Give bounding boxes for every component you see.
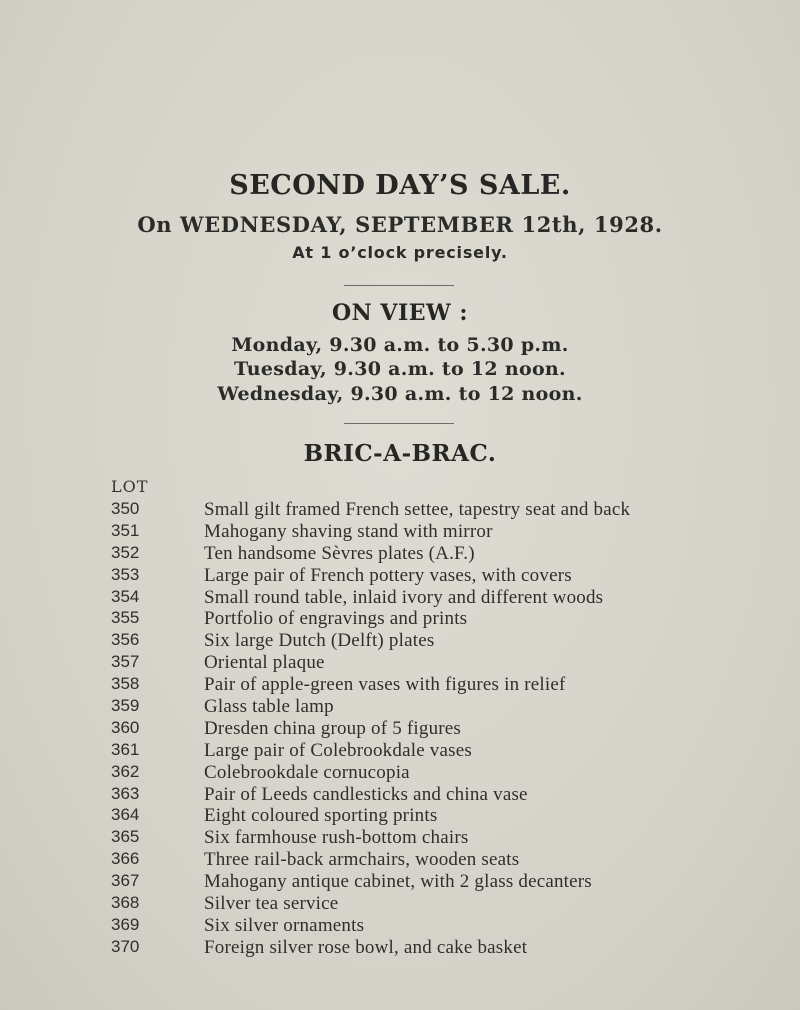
on-view-line: Wednesday, 9.30 a.m. to 12 noon. bbox=[217, 383, 583, 405]
lot-description: Eight coloured sporting prints bbox=[204, 805, 438, 827]
lot-description: Silver tea service bbox=[204, 893, 339, 915]
lot-row bbox=[0, 521, 800, 543]
lot-number: 364 bbox=[111, 805, 140, 825]
lot-row bbox=[0, 587, 800, 609]
lot-row bbox=[0, 718, 800, 740]
lot-number: 353 bbox=[111, 564, 140, 584]
lot-description: Glass table lamp bbox=[204, 696, 334, 718]
lot-description: Six large Dutch (Delft) plates bbox=[204, 630, 435, 652]
lot-description: Mahogany antique cabinet, with 2 glass decanters bbox=[204, 871, 592, 893]
lot-number: 370 bbox=[111, 936, 140, 956]
lot-row bbox=[0, 805, 800, 827]
divider-rule bbox=[344, 285, 454, 286]
lot-description: Six silver ornaments bbox=[204, 914, 365, 936]
sale-time: At 1 o’clock precisely. bbox=[292, 243, 508, 262]
lot-row bbox=[0, 915, 800, 937]
lot-number: 359 bbox=[111, 696, 140, 716]
lot-number: 358 bbox=[111, 674, 140, 694]
lot-number: 350 bbox=[111, 499, 140, 518]
lot-number: 369 bbox=[111, 914, 140, 934]
lot-description: Pair of Leeds candlesticks and china vase bbox=[204, 783, 528, 805]
lot-number: 366 bbox=[111, 849, 140, 869]
lot-number: 367 bbox=[111, 871, 140, 891]
lot-description: Six farmhouse rush-bottom chairs bbox=[204, 827, 469, 849]
lot-description: Oriental plaque bbox=[204, 652, 325, 674]
lot-description: Mahogany shaving stand with mirror bbox=[204, 520, 493, 542]
lot-number: 351 bbox=[111, 520, 140, 540]
lot-description: Pair of apple-green vases with figures in relief bbox=[204, 674, 566, 696]
lot-number: 360 bbox=[111, 717, 140, 737]
lot-description: Dresden china group of 5 figures bbox=[204, 717, 462, 739]
lot-row bbox=[0, 608, 800, 630]
lot-column-header: LOT bbox=[111, 477, 149, 496]
lot-row bbox=[0, 827, 800, 849]
lot-number: 365 bbox=[111, 827, 140, 847]
lot-row bbox=[0, 499, 800, 521]
lot-number: 363 bbox=[111, 783, 140, 803]
lot-description: Large pair of French pottery vases, with covers bbox=[204, 564, 572, 586]
lot-row bbox=[0, 696, 800, 718]
lot-row bbox=[0, 740, 800, 762]
lot-number: 356 bbox=[111, 630, 140, 650]
divider-rule bbox=[344, 423, 454, 424]
lot-row bbox=[0, 630, 800, 652]
on-view-line: Tuesday, 9.30 a.m. to 12 noon. bbox=[234, 358, 566, 380]
lot-description: Portfolio of engravings and prints bbox=[204, 608, 468, 630]
section-title: BRIC-A-BRAC. bbox=[303, 440, 497, 467]
lot-number: 354 bbox=[111, 586, 140, 606]
lot-row bbox=[0, 543, 800, 565]
sale-title: SECOND DAY’S SALE. bbox=[229, 170, 571, 201]
lot-number: 362 bbox=[111, 761, 140, 781]
lot-number: 355 bbox=[111, 608, 140, 628]
lot-row bbox=[0, 893, 800, 915]
lot-row bbox=[0, 674, 800, 696]
lot-description: Small round table, inlaid ivory and different woods bbox=[204, 586, 604, 608]
lot-row bbox=[0, 652, 800, 674]
lot-row bbox=[0, 937, 800, 959]
lot-number: 361 bbox=[111, 739, 140, 759]
on-view-heading: ON VIEW : bbox=[331, 300, 469, 326]
on-view-line: Monday, 9.30 a.m. to 5.30 p.m. bbox=[231, 334, 569, 356]
lot-description: Colebrookdale cornucopia bbox=[204, 761, 410, 783]
lot-row bbox=[0, 871, 800, 893]
lot-description: Three rail-back armchairs, wooden seats bbox=[204, 849, 520, 871]
lot-number: 368 bbox=[111, 893, 140, 913]
lot-number: 352 bbox=[111, 542, 140, 562]
lot-description: Ten handsome Sèvres plates (A.F.) bbox=[204, 542, 475, 564]
lot-row bbox=[0, 849, 800, 871]
lot-row bbox=[0, 784, 800, 806]
lot-list bbox=[0, 499, 800, 959]
lot-row bbox=[0, 762, 800, 784]
lot-row bbox=[0, 565, 800, 587]
lot-description: Foreign silver rose bowl, and cake basket bbox=[204, 936, 528, 958]
sale-date: On WEDNESDAY, SEPTEMBER 12th, 1928. bbox=[137, 212, 663, 237]
lot-description: Small gilt framed French settee, tapestry seat and back bbox=[204, 499, 631, 520]
lot-number: 357 bbox=[111, 652, 140, 672]
lot-description: Large pair of Colebrookdale vases bbox=[204, 739, 472, 761]
